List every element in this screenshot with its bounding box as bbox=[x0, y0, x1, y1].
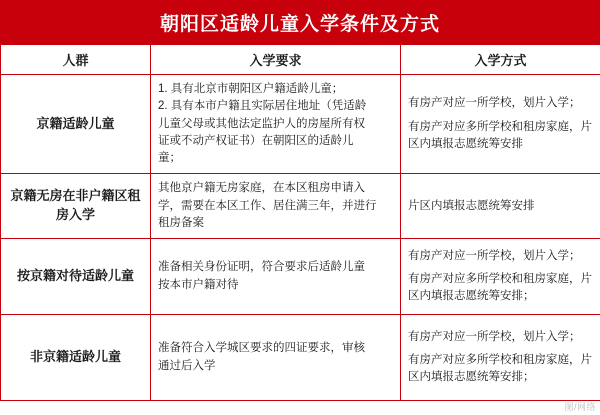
requirement-line: 2. 具有本市户籍且实际居住地址（凭适龄 bbox=[158, 100, 367, 113]
table-row bbox=[1, 174, 600, 239]
requirement-line: 按本市户籍对待 bbox=[158, 278, 239, 291]
method-cell bbox=[401, 174, 600, 239]
watermark-label: 图/网络 bbox=[564, 402, 596, 412]
admission-table bbox=[0, 44, 600, 401]
group-label: 非京籍适龄儿童 bbox=[1, 315, 151, 401]
method-line: 有房产对应多所学校和租房家庭，片区内填报志愿统筹安排； bbox=[408, 272, 592, 303]
column-header-method: 入学方式 bbox=[401, 45, 600, 75]
requirement-line: 童； bbox=[158, 152, 181, 164]
group-label: 京籍无房在非户籍区租房入学 bbox=[1, 174, 151, 239]
table-row bbox=[1, 239, 600, 315]
method-list bbox=[408, 329, 593, 387]
requirement-cell bbox=[151, 315, 401, 401]
table-row bbox=[1, 75, 600, 174]
method-list bbox=[408, 95, 593, 153]
method-cell bbox=[401, 239, 600, 315]
requirement-list bbox=[158, 180, 393, 232]
table-row bbox=[1, 315, 600, 401]
column-header-group: 人群 bbox=[1, 45, 151, 75]
requirement-line: 准备符合入学城区要求的四证要求，审核 bbox=[158, 342, 365, 355]
requirement-line: 1. 具有北京市朝阳区户籍适龄儿童； bbox=[158, 83, 344, 95]
method-line: 片区内填报志愿统筹安排 bbox=[408, 199, 535, 212]
requirement-line: 通过后入学 bbox=[158, 359, 216, 372]
requirement-cell bbox=[151, 174, 401, 239]
requirement-line: 准备相关身份证明，符合要求后适龄儿童 bbox=[158, 261, 365, 274]
requirement-cell bbox=[151, 239, 401, 315]
document-title-bar bbox=[0, 0, 600, 44]
requirement-line: 学，需要在本区工作、居住满三年，并进行 bbox=[158, 199, 377, 212]
method-line: 有房产对应一所学校，划片入学； bbox=[408, 249, 581, 262]
requirement-list bbox=[158, 259, 393, 294]
table-header-row bbox=[1, 45, 600, 75]
method-line: 有房产对应多所学校和租房家庭，片区内填报志愿统筹安排； bbox=[408, 353, 592, 384]
method-line: 有房产对应一所学校，划片入学； bbox=[408, 330, 581, 343]
requirement-list bbox=[158, 81, 393, 167]
method-cell bbox=[401, 315, 600, 401]
method-line: 有房产对应一所学校，划片入学； bbox=[408, 97, 581, 110]
method-cell bbox=[401, 75, 600, 174]
method-line: 有房产对应多所学校和租房家庭，片区内填报志愿统筹安排 bbox=[408, 120, 592, 150]
requirement-line: 其他京户籍无房家庭，在本区租房申请入 bbox=[158, 182, 365, 195]
requirement-line: 儿童父母或其他法定监护人的房屋所有权 bbox=[158, 117, 365, 130]
column-header-requirement: 入学要求 bbox=[151, 45, 401, 75]
group-label: 按京籍对待适龄儿童 bbox=[1, 239, 151, 315]
requirement-list bbox=[158, 340, 393, 375]
requirement-line: 证或不动产权证书）在朝阳区的适龄儿 bbox=[158, 134, 354, 147]
method-list bbox=[408, 248, 593, 306]
page-title: 朝阳区适龄儿童入学条件及方式 bbox=[159, 13, 440, 35]
group-label: 京籍适龄儿童 bbox=[1, 75, 151, 174]
requirement-cell bbox=[151, 75, 401, 174]
requirement-line: 租房备案 bbox=[158, 216, 204, 229]
method-list bbox=[408, 198, 593, 215]
